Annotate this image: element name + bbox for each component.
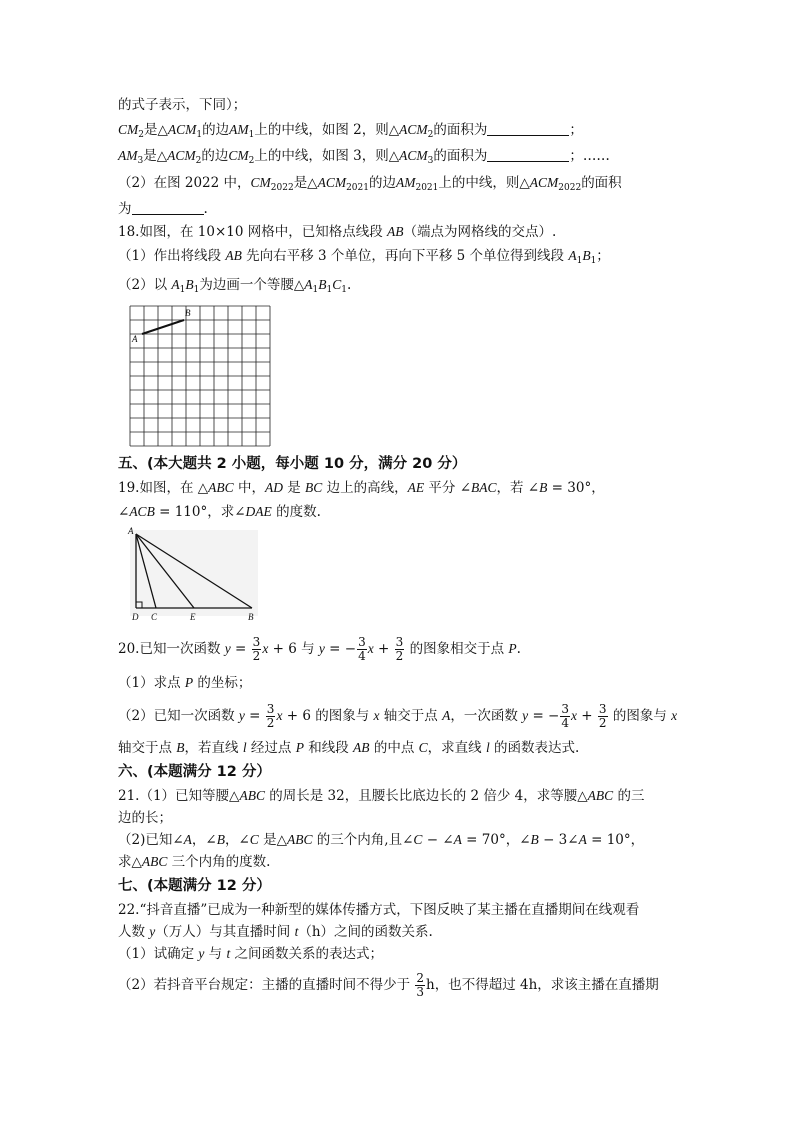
tri-label-e: E (190, 612, 196, 622)
question-21-part-1: 21.（1）已知等腰△ABC 的周长是 32，且腰长比底边长的 2 倍少 4，求等腰△ABC 的三 (118, 788, 645, 804)
fraction: $\frac{2}{3}$ (416, 971, 425, 999)
question-22-part-1: （1）试确定 y 与 t 之间函数关系的表达式； (118, 946, 384, 962)
tri-label-d: D (132, 612, 139, 622)
answer-blank[interactable] (487, 147, 569, 162)
question-20-part-1: （1）求点 P 的坐标； (118, 675, 252, 691)
segment-ab (142, 320, 184, 334)
fraction: $\frac{3}{2}$ (395, 635, 404, 663)
answer-blank[interactable] (487, 121, 569, 136)
tri-label-c: C (151, 612, 158, 622)
question-18-part-1: （1）作出将线段 AB 先向右平移 3 个单位，再向下平移 5 个单位得到线段 $A_1B_1$； (118, 248, 610, 266)
grid-figure (128, 302, 272, 448)
question-18: 18.如图，在 10×10 网格中，已知格点线段 AB（端点为网格线的交点）. (118, 224, 557, 240)
question-21-part-2-line-2: 求△ABC 三个内角的度数. (118, 854, 271, 870)
question-19: 19.如图，在 △ABC 中，AD 是 BC 边上的高线，AE 平分 ∠BAC，若 ∠B = 30°， (118, 480, 605, 496)
line-1: 的式子表示，下同）； (118, 97, 247, 113)
question-18-part-2: （2）以 $A_1B_1$为边画一个等腰$\triangle A_1B_1C_1$. (118, 277, 352, 295)
tri-label-a: A (128, 526, 134, 536)
grid-label-b: B (185, 308, 191, 318)
fraction: $\frac{3}{2}$ (252, 635, 261, 663)
fraction: $\frac{3}{2}$ (266, 702, 275, 730)
fraction: $\frac{3}{4}$ (358, 635, 366, 663)
fraction: $\frac{3}{2}$ (598, 702, 607, 730)
fraction: $\frac{3}{4}$ (561, 702, 570, 730)
question-22-part-2: （2）若抖音平台规定：主播的直播时间不得少于 $\frac{2}{3}$ h，也不得超过 4h，求该主播在直播期 (118, 971, 659, 999)
line-4: （2）在图 2022 中，$CM_{2022}$是$\triangle ACM_{2021}$的边$AM_{2021}$上的中线，则$\triangle ACM_{2022}$的面积 (118, 175, 622, 193)
section-6-heading: 六、(本题满分 12 分） (118, 764, 271, 780)
line-2: $CM_2$是$\triangle ACM_1$的边$AM_1$上的中线，如图 2，则$\triangle ACM_2$的面积为 ； (118, 122, 583, 140)
grid-label-a: A (132, 334, 138, 344)
line-3: $AM_3$是$\triangle ACM_2$的边$CM_2$上的中线，如图 3，则$\triangle ACM_3$的面积为 ；…… (118, 148, 610, 166)
question-20: 20.已知一次函数 y = $\frac{3}{2}$ x + 6 与 y = − $\frac{3}{4}$ x + $\frac{3}{2}$ 的图象相交于点 P. (118, 635, 521, 663)
tri-label-b: B (248, 612, 254, 622)
question-20-part-2: （2）已知一次函数 y = $\frac{3}{2}$ x + 6 的图象与 x 轴交于点 A，一次函数 y = − $\frac{3}{4}$ x + $\frac{3}{2}$ 的图象与 x (118, 702, 678, 730)
question-22: 22.“抖音直播”已成为一种新型的媒体传播方式，下图反映了某主播在直播期间在线观看 (118, 902, 640, 918)
question-19-line-2: ∠ACB = 110°，求∠DAE 的度数. (118, 504, 321, 520)
triangle-figure (124, 526, 264, 626)
section-5-heading: 五、(本大题共 2 小题，每小题 10 分，满分 20 分） (118, 456, 467, 472)
question-20-part-2-line-2: 轴交于点 B，若直线 l 经过点 P 和线段 AB 的中点 C，求直线 l 的函数表达式. (118, 740, 580, 756)
question-21-part-1-line-2: 边的长； (118, 810, 172, 826)
answer-blank[interactable] (132, 200, 204, 215)
question-21-part-2: （2)已知∠A，∠B，∠C 是△ABC 的三个内角,且∠C − ∠A = 70°，∠B − 3∠A = 10°， (118, 832, 645, 848)
line-5: 为 . (118, 201, 208, 217)
section-7-heading: 七、(本题满分 12 分） (118, 878, 271, 894)
question-22-line-2: 人数 y（万人）与其直播时间 t（h）之间的函数关系. (118, 924, 433, 940)
